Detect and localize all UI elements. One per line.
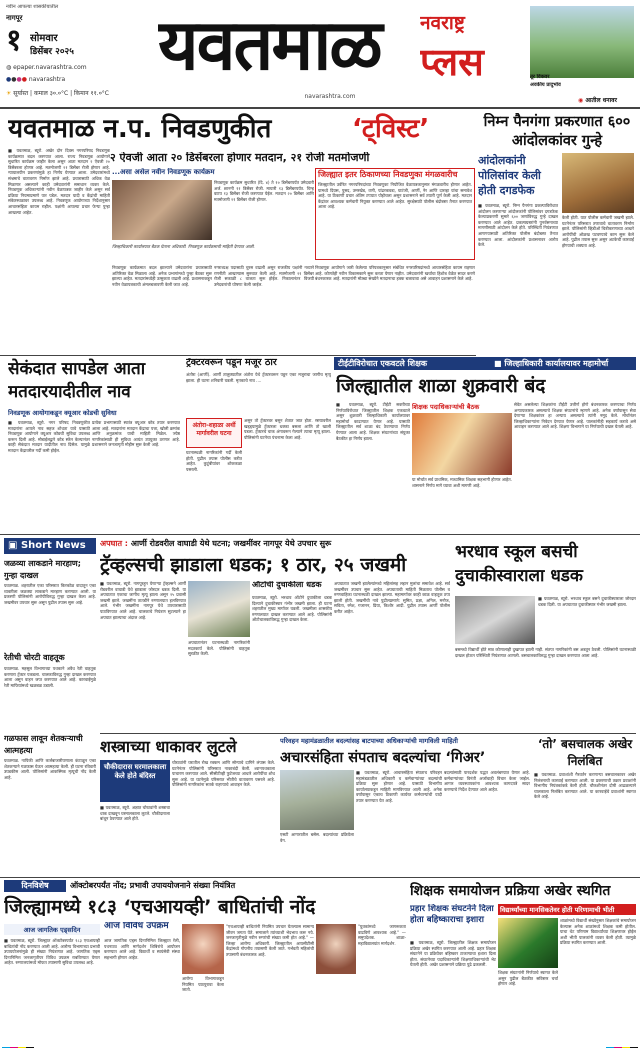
masthead-brand-top: नवराष्ट्र bbox=[420, 14, 465, 34]
section-c-kicker-bar bbox=[334, 357, 636, 370]
short-news-item-3-body: यवतमाळ. नापिकी आणि कर्जबाजारीपणाला कंटाळून एका शेतकऱ्याने गळफास घेऊन आत्महत्या केली. ही घटना रविवारी उघडकीस आली. पोलिसांनी आकस्मिक मृत्यूची नोंद केली आहे. bbox=[4, 758, 96, 780]
transport-col-3: बदल्यांसाठी पारदर्शक पद्धत अवलंबण्यात येणार आहे. कर्मचाऱ्यांच्या विनंती अर्जांचाही विचार केला जाईल. आगार व्यवस्थापकांना आवश्यक कागदपत्रे सादर करण्याचे निर्देश देण्यात आले आहेत. bbox=[444, 770, 530, 792]
excavator-photo bbox=[562, 153, 634, 213]
divider bbox=[0, 877, 640, 878]
hiv-headline: जिल्ह्यामध्ये १८३ ‘एचआयव्ही’ बाधितांची नोंद bbox=[4, 896, 316, 918]
section-a-headline: सेकंदात सापडेल आता मतदारयादीतील नाव bbox=[8, 359, 146, 402]
accident-col-3: अपघातात जखमी झालेल्यांमध्ये महिलांसह लहान मुलांचा समावेश आहे. सर्व जखमींवर उपचार सुरू आहेत. अपघाताची माहिती मिळताच पोलीस व रुग्णवाहिका घटनास्थळी दाखल झाल्या. महामार्गावर काही काळ वाहतूक ठप्प झाली होती. जखमींची नावे पुढीलप्रमाणे: सुमित, प्रज्ञा, अनिल, मनोज, सविता, रमेश, गजानन, प्रिया, किशोर आदी. पुढील तपास आर्णी पोलीस करीत आहेत. bbox=[334, 581, 450, 614]
masthead-weekday: सोमवार bbox=[30, 33, 58, 42]
short-news-label: ▣ Short News bbox=[4, 538, 96, 554]
right-top-headline: निम्न पैनगंगा प्रकरणात ६०० आंदोलकांवर गुन्हे bbox=[483, 114, 631, 149]
accident-kicker: अपघात : bbox=[100, 539, 129, 548]
instagram-icon: ● bbox=[16, 76, 22, 83]
accident-col-1: ■ यवतमाळ, ब्यूरो. नागपूरहून येणाऱ्या ट्रॅव्हल्सने आर्णी रोडवरील वाघाडी येथे झाडाला जोरदार धडक दिली. या अपघातात एकाचा जागीच मृत्यू झाला असून २५ प्रवासी जखमी झाले. जखमींना तातडीने रुग्णालयात हलविण्यात आले. गंभीर जखमींना नागपूर येथे उपचारासाठी पाठविण्यात आले आहे. चालकाचे नियंत्रण सुटल्याने हा अपघात झाल्याचा अंदाज आहे. bbox=[100, 581, 186, 620]
masthead-city: नागपूर bbox=[6, 14, 23, 22]
lead-col-3: निवडणूक कार्यक्रमात बदल झाल्याने उमेदवारांना प्रचारासाठी अतिरिक्त वेळ मिळाला आहे. अनेक प्रभागांमध्ये पुन्हा बैठका सुरू झाल्या आहेत. मतदारांमध्येही उत्सुकता वाढली आहे. प्रशासनाकडून नवीन वेळापत्रकाची अंमलबजावणी केली जात आहे. bbox=[112, 265, 212, 287]
youtube-icon: ● bbox=[21, 76, 29, 83]
lead-col-1: ■ यवतमाळ, ब्यूरो. अखेर दोन दिवस नगरपरिषद निवडणूक कार्यक्रमात बदल करण्यात आला. राज्य निवडणूक आयोगाने सुधारित कार्यक्रम जाहीर केला असून आता मतदान २ ऐवजी २० डिसेंबरला होणार आहे. मतमोजणी २१ डिसेंबर रोजी होणार आहे. न्यायालयीन प्रकरणांमुळे हा निर्णय घेण्यात आला. उमेदवारांमध्ये संभ्रमाचे वातावरण निर्माण झाले आहे. प्रचारासाठी अधिक वेळ मिळणार असल्याने काही उमेदवारांनी समाधान व्यक्त केले. निवडणूक अधिकाऱ्यांनी नवीन वेळापत्रक जाहीर केले असून सर्व प्रक्रिया नियमाप्रमाणे पार पडेल. मतदार यादी व केंद्रांची माहिती संकेतस्थळावर उपलब्ध आहे. निवडणूक आयोगाच्या निर्देशानुसार आचारसंहिता कायम राहील. पक्षांनी आपल्या प्रचार फेऱ्या पुन्हा आखल्या आहेत. bbox=[8, 148, 110, 215]
bike-accident-photo bbox=[455, 596, 535, 644]
section-b-box: अंतोरा-शहाळा अर्थी मार्गावरील घटना bbox=[186, 418, 242, 448]
shastra-col-2: चोरट्यांनी घरातील रोख रक्कम आणि सोन्याचे दागिने लंपास केले. घटनेनंतर पोलिसांनी परिसरात नाकाबंदी केली. श्वानपथकाला पाचारण करण्यात आले. सीसीटीव्ही फुटेजच्या आधारे आरोपींचा शोध सुरू आहे. या घटनेमुळे परिसरात भीतीचे वातावरण पसरले आहे. पोलिसांनी नागरिकांना सतर्क राहण्याचे आवाहन केले. bbox=[172, 760, 275, 788]
section-b-lead: अंतोरा (आर्णी). आर्णी तालुक्यातील अंतोरा येथे ट्रॅक्टरवरून पडून एका मजुराचा जागीच मृत्यू झाला. ही घटना शनिवारी घडली. मृतकाचे नाव .... bbox=[186, 372, 331, 383]
lead-box-body: जिल्ह्यातील उर्वरित नगरपरिषदांच्या निवडणुका नियोजित वेळापत्रकानुसार मंगळवारीच होणार आहेत. यामध्ये दिग्रस, पुसद, उमरखेड, वणी, पांढरकवडा, घाटंजी, आर्णी, नेर आणि दारव्हा यांचा समावेश आहे. या ठिकाणी प्रचार अंतिम टप्प्यात पोहोचला असून प्रशासनाने सर्व तयारी पूर्ण केली आहे. मतदान केंद्रांवर आवश्यक कर्मचारी नियुक्त करण्यात आले आहेत. सुरक्षेसाठी पोलीस बंदोबस्त तैनात करण्यात आला आहे. bbox=[318, 182, 472, 210]
hiv-col-5: आरोग्य विभागाकडून नियमित पाठपुरावा केला जातो. bbox=[182, 976, 224, 993]
accident-col-2: अपघातानंतर घटनास्थळी नागरिकांनी मदतकार्य केले. पोलिसांनी वाहतूक सुरळीत केली. bbox=[188, 640, 250, 657]
lead-col-5: निवडणूक आयोगाने जारी केलेल्या परिपत्रकानुसार संबंधित नगरपरिषदांमध्ये आचारसंहिता कायम राहणार आहे. कोणतेही नवीन विकासकामे सुरू करता येणार नाहीत. उमेदवारांनी खर्चाचा हिशोब वेळेत सादर करणे बंधनकारक आहे. मतदारांनी मोठ्या संख्येने मतदानाचा हक्क बजावावा असे आवाहन प्रशासनाने केले आहे. bbox=[315, 265, 475, 282]
teacher-col-3: शाळांमध्ये विद्यार्थी संख्येनुसार शिक्षकांचे समायोजन केल्यास अनेक शाळांमध्ये शिक्षक कमी होतील. याचा थेट परिणाम विद्यार्थ्यांच्या शिक्षणावर होईल अशी भीती पालकांनी व्यक्त केली होती. त्यामुळे प्रक्रिया स्थगित करण्यात आली. bbox=[560, 918, 636, 946]
right-top-body-2: केली होती. यात पोलीस कर्मचारी जखमी झाले. घटनेनंतर परिसरात तणावाचे वातावरण निर्माण झाले. पोलिसांनी व्हिडीओ चित्रीकरणाच्या आधारे आरोपींची ओळख पटवण्याचे काम सुरू केले आहे. पुढील तपास सुरू असून अटकेची कारवाई होण्याची शक्यता आहे. bbox=[562, 215, 634, 248]
short-news-item-2-body: यवतमाळ. महसूल विभागाच्या पथकाने अवैध रेती वाहतूक करणारा ट्रॅक्टर पकडला. चालकाविरुद्ध गुन्हा दाखल करण्यात आला असून वाहन जप्त करण्यात आले आहे. कारवाईमुळे रेती माफियांमध्ये खळबळ उडाली. bbox=[4, 666, 96, 688]
sun-icon: ☀ bbox=[6, 90, 12, 97]
teacher-col-2: शिक्षक संघटनांनी निर्णयाचे स्वागत केले असून पुढील बैठकीत सविस्तर चर्चा होणार आहे. bbox=[498, 970, 558, 987]
accident-headline: ट्रॅव्हल्सची झाडाला धडक; १ ठार, २५ जखमी bbox=[100, 554, 407, 576]
section-a-col-1: ■ यवतमाळ, ब्यूरो. नगर परिषद निवडणुकीत मतदारांना आपले नाव सहज शोधता यावे यासाठी निवडणूक आयोगाने क्यूआर कोडची सुविधा उपलब्ध करून दिली आहे. मोबाईलद्वारे कोड स्कॅन केल्यानंतर काही सेकंदात मतदार यादीतील नाव दिसेल. यामुळे मतदान केंद्रावरील गर्दी कमी होईल. bbox=[8, 420, 90, 453]
school-photo bbox=[498, 918, 558, 968]
masthead-divider bbox=[0, 107, 640, 109]
accident-kicker-line bbox=[100, 538, 450, 550]
masthead-social[interactable]: ●●●● navarashtra bbox=[6, 76, 66, 83]
section-b-col-1: घटनास्थळी नागरिकांनी गर्दी केली होती. पुढील तपास पोलीस करीत आहेत. कुटुंबीयांवर शोककळा पसरली. bbox=[186, 450, 242, 472]
color-registration-bar-right bbox=[598, 1040, 638, 1048]
auto-body: यवतमाळ, ब्यूरो. भरधाव ऑटोने दुचाकीला धडक दिल्याने दुचाकीस्वार गंभीर जखमी झाला. ही घटना शहरातील मुख्य मार्गावर घडली. जखमीला शासकीय रुग्णालयात दाखल करण्यात आले आहे. पोलिसांनी ऑटोचालकाविरुद्ध गुन्हा दाखल केला. bbox=[252, 595, 332, 623]
section-b-col-2: असून तो ट्रॅक्टरवर बसून शेतात जात होता. रस्त्यावरील खड्ड्यामुळे ट्रॅक्टरला धक्का बसला आणि तो खाली पडला. ट्रॅक्टरचे चाक अंगावरून गेल्याने त्याचा मृत्यू झाला. पोलिसांनी घटनेचा पंचनामा केला आहे. bbox=[244, 418, 331, 440]
short-news-item-2-head: रेतीची चोरटी वाहतूक bbox=[4, 653, 65, 662]
hiv-label: आज जागतिक एड्सदिन bbox=[4, 924, 100, 935]
bus-accident-photo bbox=[188, 581, 250, 637]
teacher-sub-2: विद्यार्थ्यांच्या मानसिकतेवर होती परिणामाची भीती bbox=[498, 904, 636, 915]
hiv-tag: दिनविशेष bbox=[4, 880, 66, 892]
twitter-icon: ● bbox=[11, 76, 17, 83]
lead-headline: यवतमाळ न.प. निवडणुकीत bbox=[8, 114, 272, 144]
bharadhav-col-2: बसमध्ये विद्यार्थी होते मात्र कोणालाही दुखापत झाली नाही. संतप्त नागरिकांनी बस अडवून ठेवली. पोलिसांनी घटनास्थळी दाखल होऊन परिस्थिती नियंत्रणात आणली. बसचालकाविरुद्ध गुन्हा दाखल करण्यात आला आहे. bbox=[455, 647, 636, 658]
ad-line2: अवकीय प्रादुर्भाव bbox=[530, 82, 561, 88]
hiv-kicker: ऑक्टोबरपर्यंत नोंद; प्रभावी उपाययोजनाने संख्या नियंत्रित bbox=[70, 881, 236, 890]
transport-col-1: एसटी आगारातील बसेस. बदल्यांच्या प्रक्रियेला वेग. bbox=[280, 832, 354, 843]
section-c-kicker-2: ■ जिल्हाधिकारी कार्यालयावर महामोर्चा bbox=[494, 359, 609, 368]
lead-box bbox=[315, 168, 475, 260]
right-top-story bbox=[478, 113, 636, 353]
hiv-sub: आज विविध उपक्रम bbox=[104, 922, 169, 931]
right-top-body: ■ यवतमाळ, ब्यूरो. निम्न पैनगंगा प्रकल्पाविरोधात आंदोलन करणाऱ्या आंदोलकांनी पोलिसांवर दगडफेक केल्याप्रकरणी सुमारे ६०० जणांविरुद्ध गुन्हे दाखल करण्यात आले आहेत. प्रकल्पग्रस्तांनी पुनर्वसनाच्या मागणीसाठी आंदोलन केले होते. परिस्थिती नियंत्रणात आणण्यासाठी अतिरिक्त पोलीस बंदोबस्त तैनात करण्यात आला. आंदोलकांनी प्रशासनावर आरोप केले. bbox=[478, 203, 558, 248]
masthead-weather: ☀ सूर्यास्त | कमाल ३०.०°C | किमान ११.०°C bbox=[6, 90, 110, 97]
auto-headline: ऑटोची दुचाकीला धडक bbox=[252, 581, 322, 589]
teacher-headline: शिक्षक समायोजन प्रक्रिया अखेर स्थगित bbox=[410, 883, 611, 899]
right-top-sub: आंदोलकांनी पोलिसांवर केली होती दगडफेक bbox=[478, 154, 541, 197]
bharadhav-col-1: ■ यवतमाळ, ब्यूरो. भरधाव स्कूल बसने दुचाकीस्वाराला जोरदार धडक दिली. या अपघातात दुचाकीस्वार गंभीर जखमी झाला. bbox=[538, 596, 636, 607]
divider bbox=[0, 355, 476, 356]
officials-photo bbox=[112, 180, 212, 240]
section-a-sub: निवडणूक आयोगाकडून क्यूआर कोडची सुविधा bbox=[8, 409, 117, 417]
ad-name: ◉ आतील धनावर bbox=[578, 97, 617, 104]
hiv-col-4: "युवकांमध्ये जागरूकता वाढविणे आवश्यक आहे." — समुपदेशक. शाळा-महाविद्यालयांत मार्गदर्शन. bbox=[358, 924, 406, 946]
hiv-col-1: ■ यवतमाळ, ब्यूरो. जिल्ह्यात ऑक्टोबरपर्यंत १८३ एचआयव्ही बाधितांची नोंद करण्यात आली आहे. आरोग्य विभागाच्या प्रभावी उपाययोजनांमुळे ही संख्या नियंत्रणात आहे. जागतिक एड्स दिनानिमित्त जनजागृतीपर विविध उपक्रम राबविण्यात येणार आहेत. रुग्णालयांमध्ये मोफत तपासणी सुविधा उपलब्ध आहे. bbox=[4, 938, 100, 966]
section-c-col-2: या मोर्चात सर्व प्राथमिक, माध्यमिक शिक्षक सहभागी होणार आहेत. शासनाने निर्णय मागे घ्यावा अशी मागणी आहे. bbox=[412, 477, 512, 488]
doctor-photo-2 bbox=[316, 924, 356, 974]
short-news-item-1-head: जळव्या लाकडाने मारहाण; गुन्हा दाखल bbox=[4, 559, 81, 580]
photo-caption: जिल्हाधिकारी कार्यालयात बैठक घेताना अधिकारी. निवडणूक कार्यक्रमाची माहिती देण्यात आली. bbox=[112, 244, 255, 249]
masthead-site[interactable]: navarashtra.com bbox=[304, 93, 356, 100]
crop-photo bbox=[530, 6, 634, 78]
accident-kicker-text: आर्णी रोडवरील वाघाडी येथे घटना; जखमींवर नागपूर येथे उपचार सुरू bbox=[130, 539, 332, 548]
section-c-col-3: सेवेत असलेल्या शिक्षकांना टीईटी उत्तीर्ण होणे बंधनकारक करण्याचा निर्णय अन्यायकारक असल्याचे शिक्षक संघटनांचे म्हणणे आहे. अनेक वर्षांपासून सेवा देणाऱ्या शिक्षकांवर हा अन्याय असल्याचे त्यांनी नमूद केले. मोर्चानंतर जिल्हाधिकाऱ्यांना निवेदन देण्यात येणार आहे. पालकांनीही सहकार्य करावे असे आवाहन करण्यात आले आहे. शिक्षण विभागाने या निर्णयाची दखल घेतली आहे. bbox=[514, 402, 636, 430]
lead-box-head: जिल्ह्यात इतर ठिकाणच्या निवडणुका मंगळवारीच bbox=[318, 170, 458, 179]
divider bbox=[100, 733, 636, 734]
short-news-item-1-body: यवतमाळ. शहरातील एका परिसरात किरकोळ वादातून एका व्यक्तीला जळक्या लाकडाने मारहाण करण्यात आली. या प्रकरणी पोलिसांनी आरोपीविरुद्ध गुन्हा दाखल केला आहे. जखमीवर उपचार सुरू असून पुढील तपास सुरू आहे. bbox=[4, 583, 96, 605]
driver-headline: ‘तो’ बसचालक अखेर निलंबित bbox=[537, 737, 633, 768]
transport-kicker: परिवहन महामंडळातील बदल्यांसह बाटपाच्या अधिकाऱ्यांची मागविली माहिती bbox=[280, 737, 458, 745]
section-c-kicker: टीईटीविरोधात एकवटले शिक्षक bbox=[338, 359, 427, 368]
lead-kicker: ...असा असेल नवीन निवडणूक कार्यक्रम bbox=[112, 168, 215, 176]
news-icon: ▣ bbox=[8, 540, 21, 551]
section-b-headline: ट्रॅक्टरवरून पडून मजूर ठार bbox=[186, 358, 277, 368]
hiv-col-2: आज जागतिक एड्स दिनानिमित्त जिल्ह्यात रॅली, पथनाट्य आणि मार्गदर्शन शिबिरांचे आयोजन करण्यात आले आहे. विद्यार्थी व स्वयंसेवी संस्था सहभागी होणार आहेत. bbox=[104, 938, 180, 960]
shastra-headline: शस्त्राच्या धाकावर लुटले bbox=[100, 737, 237, 756]
transport-col-2: ■ यवतमाळ, ब्यूरो. आचारसंहिता संपताच परिवहन महामंडळातील अधिकारी व कर्मचाऱ्यांच्या बदल्यांची प्रक्रिया सुरू होणार आहे. यासाठी विभागीय कार्यालयाकडून माहिती मागविण्यात आली आहे. अनेक वर्षांपासून एकाच ठिकाणी कार्यरत कर्मचाऱ्यांची यादी तयार करण्यात येत आहे. bbox=[356, 770, 442, 803]
teacher-col-1: ■ यवतमाळ, ब्यूरो. जिल्ह्यातील शिक्षक समायोजन प्रक्रिया अखेर स्थगित करण्यात आली आहे. प्रहार शिक्षक संघटनेने या प्रक्रियेवर बहिष्कार टाकण्याचा इशारा दिला होता. संघटनेच्या पदाधिकाऱ्यांनी शिक्षणाधिकाऱ्यांची भेट घेतली होती. अखेर प्रशासनाने प्रक्रिया पुढे ढकलली. bbox=[410, 940, 496, 968]
hiv-col-3: "एचआयव्ही बाधितांनी नियमित उपचार घेतल्यास सामान्य जीवन जगता येते. समाजाने त्यांच्याशी भेदभाव करू नये. जनजागृतीमुळे नवीन रुग्णांची संख्या कमी होत आहे." — जिल्हा आरोग्य अधिकारी. जिल्ह्यातील आयसीटीसी केंद्रांमध्ये गोपनीय तपासणी केली जाते. गर्भवती महिलांची तपासणी बंधनकारक आहे. bbox=[226, 924, 314, 957]
section-a-col-2: प्रत्येक प्रभागासाठी स्वतंत्र क्यूआर कोड तयार करण्यात आला आहे. मतदारांना मतदान केंद्राचा पत्ता, खोली क्रमांक आणि अनुक्रमांक याची माहिती मिळेल. ज्येष्ठ नागरिकांसाठी ही सुविधा अत्यंत उपयुक्त ठरणार आहे. प्रशासनाने जनजागृती मोहीम सुरू केली आहे. bbox=[92, 420, 180, 448]
protest-photo bbox=[412, 413, 512, 475]
short-news-item-3-head: गळफास लावून शेतकऱ्याची आत्महत्या bbox=[4, 734, 83, 755]
divider bbox=[0, 534, 640, 535]
author-circle-icon: ◉ bbox=[578, 97, 584, 104]
lead-col-2: निवडणूक कार्यक्रम सुधारित (दि. ४) ते १० डिसेंबरपर्यंत उमेदवारी अर्ज. छाननी ११ डिसेंबर रोजी. माघारी १३ डिसेंबरपर्यंत. चिन्ह वाटप १३ डिसेंबर रोजी करण्यात येईल. मतदान २० डिसेंबर आणि मतमोजणी २१ डिसेंबर रोजी होणार. bbox=[214, 180, 314, 202]
masthead-date-number: १ bbox=[6, 26, 22, 58]
facebook-icon: ● bbox=[6, 76, 12, 83]
ad-line1: तूर विकवर bbox=[530, 74, 550, 80]
masthead-brand-bottom: प्लस bbox=[420, 40, 484, 84]
transport-headline: अचारसंहिता संपताच बदल्यांचा ‘गिअर’ bbox=[280, 750, 486, 766]
masthead-month-year: डिसेंबर २०२५ bbox=[30, 47, 74, 56]
globe-icon: ◍ bbox=[6, 64, 14, 71]
doctor-photo-1 bbox=[182, 924, 224, 974]
lead-col-4: नगराध्यक्ष पदासाठी चुरस वाढली असून राजकीय पक्षांनी नव्याने रणनीती आखण्यास सुरुवात केली आहे. मतमोजणी २१ डिसेंबर रोजी सकाळी ८ वाजता सुरू होईल. निकालानंतर विजयी उमेदवारांची घोषणा केली जाईल. bbox=[214, 265, 314, 287]
masthead-tagline: नवीन आपल्या शासकीयातील bbox=[6, 4, 59, 10]
bharadhav-headline: भरधाव स्कूल बसची दुचाकीस्वाराला धडक bbox=[455, 542, 583, 586]
shastra-box: चौकीदारास घरमालकाला केले होते बंदिस्त bbox=[100, 760, 170, 802]
color-registration-bar bbox=[2, 1040, 42, 1048]
lead-subhead: २ ऐवजी आता २० डिसेंबरला होणार मतदान, २१ रोजी मतमोजणी bbox=[110, 152, 370, 164]
driver-body: ■ यवतमाळ. प्रवाशांशी गैरवर्तन करणाऱ्या बसचालकावर अखेर निलंबनाची कारवाई करण्यात आली. या प्रकरणाची तक्रार प्रवाशांनी विभागीय नियंत्रकांकडे केली होती. चौकशीनंतर दोषी आढळल्याने चालकाला निलंबित करण्यात आले. या कारवाईचे प्रवाशांनी स्वागत केले आहे. bbox=[534, 772, 636, 800]
section-c-sub: शिक्षक पदाधिकाऱ्यांची बैठक bbox=[412, 403, 480, 411]
section-c-col-1: ■ यवतमाळ, ब्यूरो. टीईटी सक्तीच्या निर्णयाविरोधात जिल्ह्यातील शिक्षक एकवटले असून शुक्रवारी जिल्हाधिकारी कार्यालयावर महामोर्चा काढण्यात येणार आहे. यासाठी जिल्ह्यातील सर्व शाळा बंद ठेवण्याचा निर्णय घेण्यात आला आहे. शिक्षक संघटनांच्या संयुक्त बैठकीत हा निर्णय झाला. bbox=[336, 402, 410, 441]
teacher-sub-1: प्रहार शिक्षक संघटनेने दिला होता बहिष्काराचा इशारा bbox=[410, 904, 494, 925]
masthead-epaper[interactable]: ◍ epaper.navarashtra.com bbox=[6, 64, 87, 71]
masthead-title: यवतमाळ bbox=[158, 4, 381, 86]
section-c-headline: जिल्ह्यातील शाळा शुक्रवारी बंद bbox=[336, 375, 546, 397]
shastra-col-1: ■ यवतमाळ, ब्यूरो. अज्ञात चोरट्यांनी शस्त्राचा धाक दाखवून घरमालकाला लुटले. चौकीदाराला बांधून ठेवण्यात आले होते. bbox=[100, 805, 170, 822]
bus-depot-photo bbox=[280, 770, 354, 830]
lead-headline-red: ‘ट्विस्ट’ bbox=[352, 114, 430, 144]
square-icon: ■ bbox=[494, 359, 505, 368]
